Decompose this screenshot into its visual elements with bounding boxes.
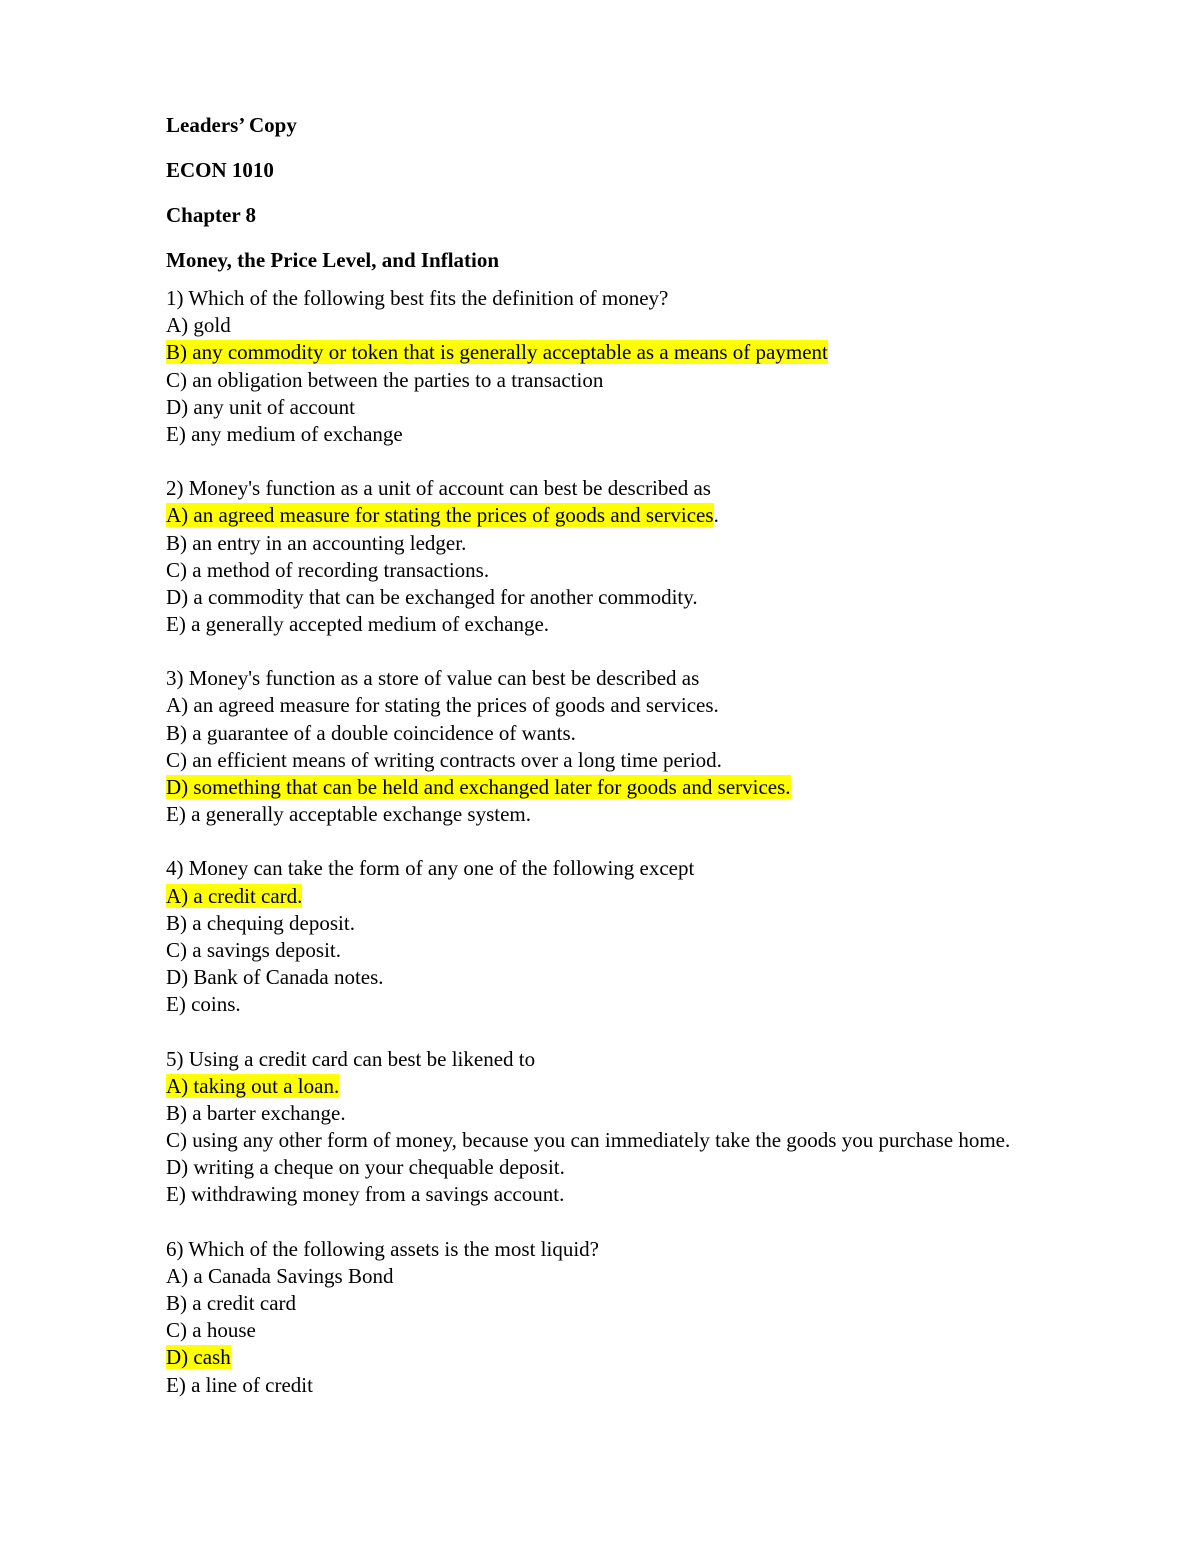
answer-option: E) a generally acceptable exchange system. — [166, 802, 531, 827]
question-prompt: 2) Money's function as a unit of account can best be described as — [166, 476, 711, 501]
question-prompt: 5) Using a credit card can best be likened to — [166, 1046, 536, 1071]
answer-option: B) a chequing deposit. — [166, 910, 355, 935]
answer-option: E) a generally accepted medium of exchange. — [166, 612, 550, 637]
answer-option: A) a Canada Savings Bond — [166, 1263, 394, 1288]
answer-option: A) an agreed measure for stating the prices of goods and services. — [166, 693, 719, 718]
answer-option: C) an obligation between the parties to a transaction — [166, 367, 604, 392]
question-list — [166, 285, 1166, 1399]
course-code: ECON 1010 — [166, 158, 274, 182]
answer-highlight: A) an agreed measure for stating the prices of goods and services — [166, 503, 714, 528]
document-page — [166, 110, 1166, 1426]
question-prompt: 3) Money's function as a store of value can best be described as — [166, 666, 700, 691]
answer-option-highlighted — [166, 774, 1166, 801]
chapter-number: Chapter 8 — [166, 203, 257, 227]
answer-option: B) a guarantee of a double coincidence of wants. — [166, 720, 576, 745]
answer-option: D) Bank of Canada notes. — [166, 965, 384, 990]
question-4 — [166, 855, 1166, 1018]
answer-option: C) using any other form of money, because you can immediately take the goods you purchase home. — [166, 1128, 1011, 1153]
answer-option: C) a savings deposit. — [166, 937, 341, 962]
answer-trailing-punctuation: . — [713, 503, 719, 528]
question-prompt: 4) Money can take the form of any one of the following except — [166, 856, 695, 881]
question-prompt: 6) Which of the following assets is the most liquid? — [166, 1236, 599, 1261]
answer-option: B) a credit card — [166, 1291, 297, 1315]
answer-highlight: B) any commodity or token that is generally acceptable as a means of payment — [166, 340, 828, 365]
answer-option: D) a commodity that can be exchanged for another commodity. — [166, 584, 698, 609]
answer-option-highlighted — [166, 1344, 1166, 1371]
answer-option-highlighted — [166, 502, 1166, 529]
question-prompt: 1) Which of the following best fits the definition of money? — [166, 286, 669, 310]
answer-option: D) writing a cheque on your chequable deposit. — [166, 1155, 565, 1180]
answer-option: E) withdrawing money from a savings account. — [166, 1182, 565, 1207]
answer-highlight: D) something that can be held and exchanged later for goods and services. — [166, 775, 791, 799]
answer-option: C) a method of recording transactions. — [166, 557, 490, 582]
answer-highlight: D) cash — [166, 1345, 231, 1370]
answer-highlight: A) taking out a loan. — [166, 1073, 340, 1098]
answer-option-highlighted — [166, 883, 1166, 910]
question-5 — [166, 1046, 1166, 1209]
answer-option: C) an efficient means of writing contracts over a long time period. — [166, 747, 722, 772]
copy-label: Leaders’ Copy — [166, 113, 297, 137]
answer-option: E) any medium of exchange — [166, 421, 403, 446]
answer-option: E) coins. — [166, 992, 241, 1017]
chapter-title: Money, the Price Level, and Inflation — [166, 248, 500, 272]
answer-option-highlighted — [166, 1073, 1166, 1100]
answer-option: E) a line of credit — [166, 1372, 313, 1397]
answer-option: C) a house — [166, 1318, 256, 1343]
answer-option: D) any unit of account — [166, 394, 355, 419]
question-2 — [166, 475, 1166, 638]
question-6 — [166, 1236, 1166, 1399]
answer-highlight: A) a credit card. — [166, 883, 303, 908]
answer-option: B) a barter exchange. — [166, 1100, 346, 1125]
answer-option: B) an entry in an accounting ledger. — [166, 530, 467, 555]
answer-option: A) gold — [166, 313, 231, 338]
question-1 — [166, 285, 1166, 448]
question-3 — [166, 665, 1166, 828]
answer-option-highlighted — [166, 339, 1166, 366]
